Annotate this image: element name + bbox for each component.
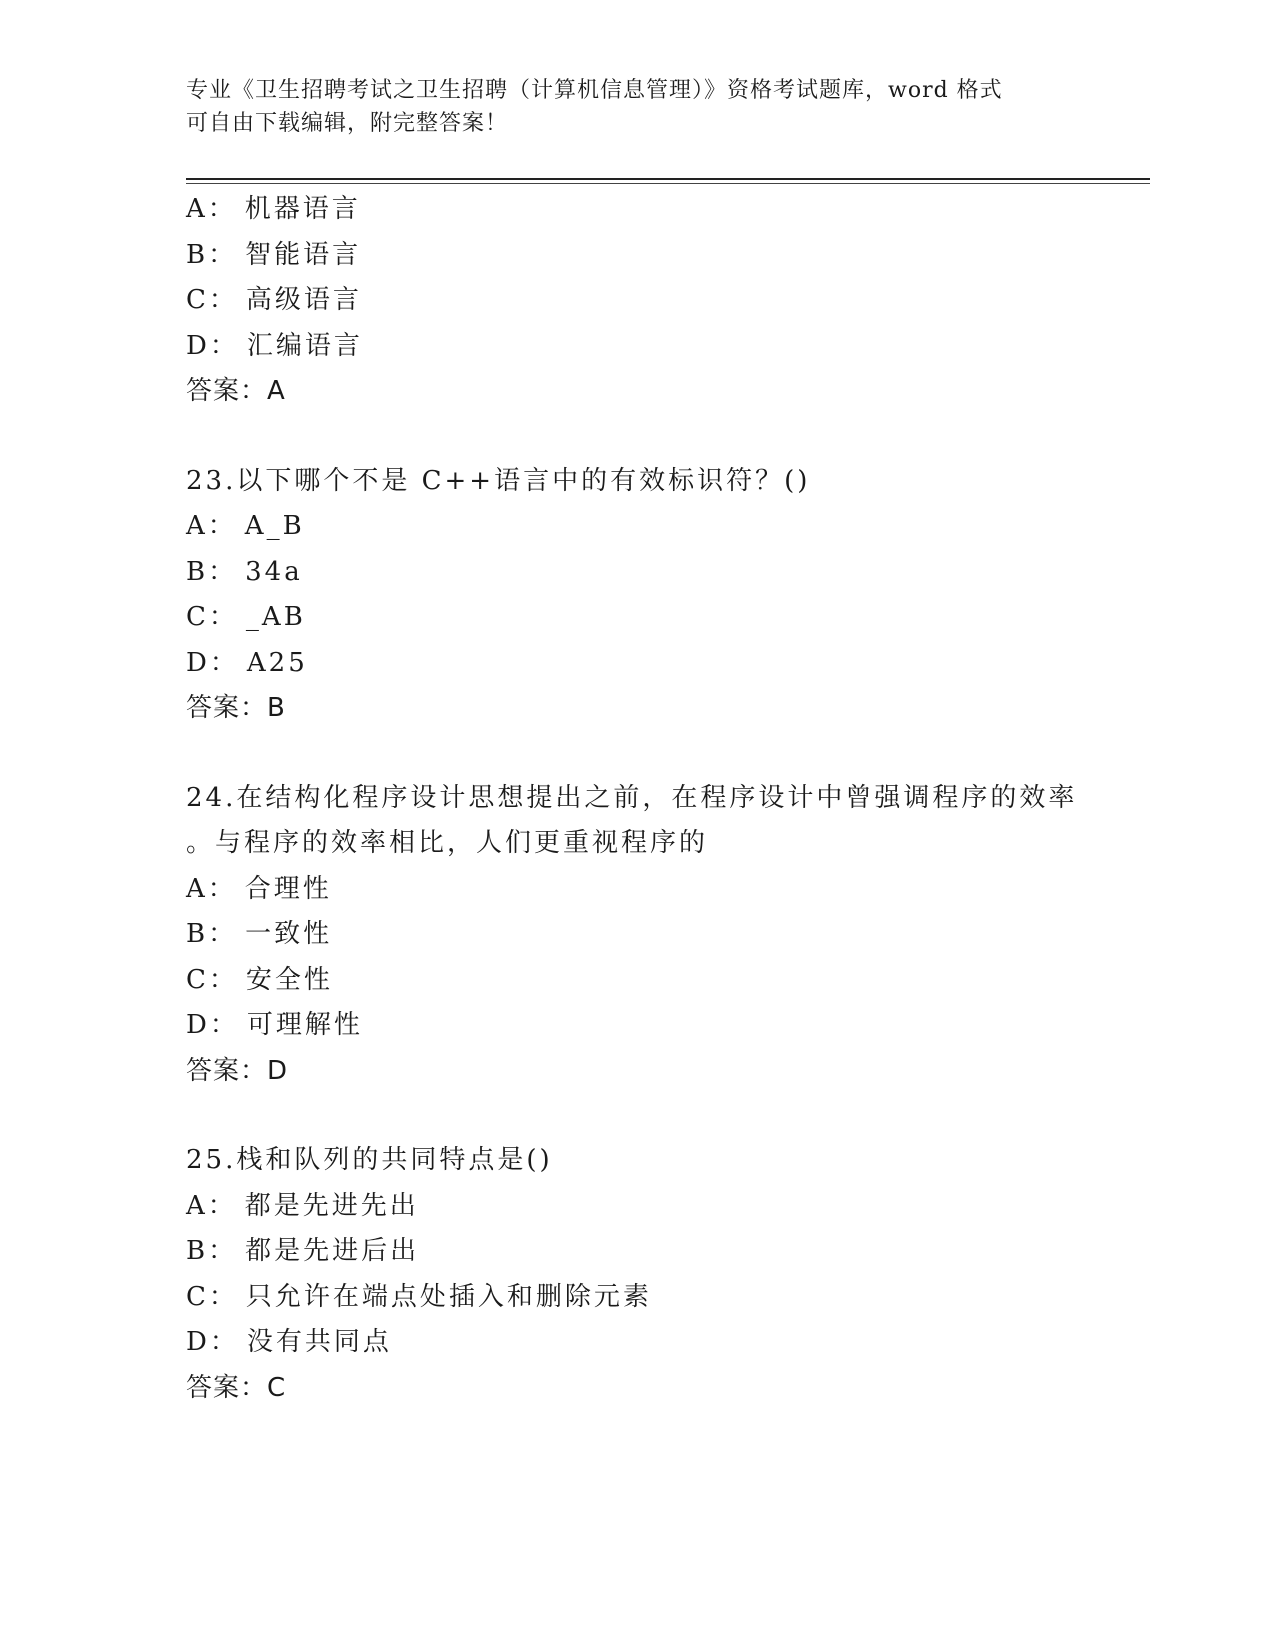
answer-label: 答案： [186, 1055, 268, 1086]
question-text: 。与程序的效率相比，人们更重视程序的 [186, 828, 709, 858]
option-text: 只允许在端点处插入和删除元素 [245, 1281, 652, 1312]
answer-line [186, 369, 1146, 415]
answer-label: 答案： [186, 1372, 268, 1403]
option-item [186, 1275, 1146, 1321]
answer-label: 答案： [186, 693, 268, 723]
option-letter: B [186, 556, 209, 587]
option-letter: C [186, 285, 209, 315]
question-text: 24.在结构化程序设计思想提出之前，在程序设计中曾强调程序的效率 [186, 782, 1078, 813]
option-letter: A [186, 511, 208, 541]
option-item [186, 595, 1146, 641]
option-separator: ： [208, 602, 238, 632]
option-separator: ： [207, 1190, 237, 1221]
option-letter: D [186, 330, 210, 361]
option-separator: ： [208, 556, 238, 587]
option-separator: ： [207, 194, 237, 224]
option-letter: C [186, 1281, 209, 1312]
option-item [186, 1003, 1146, 1049]
option-item [186, 1184, 1146, 1230]
option-text: 安全性 [245, 964, 333, 995]
option-letter: C [186, 602, 209, 632]
block-spacer [186, 1094, 1146, 1138]
answer-value: D [267, 1055, 289, 1086]
option-item [186, 958, 1146, 1004]
option-separator: ： [209, 1327, 239, 1357]
option-letter: D [186, 1327, 210, 1357]
option-item [186, 641, 1146, 687]
option-text: A_B [244, 511, 305, 541]
header-title-line-2: 可自由下载编辑，附完整答案！ [186, 111, 509, 136]
option-item [186, 504, 1146, 550]
option-item [186, 1320, 1146, 1366]
option-text: 智能语言 [245, 239, 362, 270]
option-item [186, 233, 1146, 279]
option-separator: ： [209, 1010, 239, 1040]
option-text: _AB [245, 602, 306, 632]
option-separator: ： [208, 285, 238, 315]
option-text: 高级语言 [245, 285, 362, 315]
option-text: 可理解性 [246, 1010, 363, 1040]
option-separator: ： [209, 330, 239, 361]
answer-value: B [267, 693, 286, 723]
question-list [186, 187, 1146, 1411]
option-item [186, 550, 1146, 596]
option-item [186, 324, 1146, 370]
option-separator: ： [208, 239, 238, 270]
question-block [186, 776, 1146, 1139]
option-item [186, 1229, 1146, 1275]
question-block [186, 459, 1146, 776]
option-letter: B [186, 919, 209, 949]
question-block [186, 1138, 1146, 1411]
option-text: 34a [245, 556, 303, 587]
answer-value: C [267, 1372, 287, 1403]
option-letter: B [186, 1236, 209, 1266]
option-letter: D [186, 647, 210, 678]
option-separator: ： [209, 647, 239, 678]
answer-value: A [267, 376, 286, 406]
option-text: 都是先进先出 [244, 1190, 419, 1221]
option-item [186, 278, 1146, 324]
option-letter: A [186, 194, 208, 224]
header-divider-thin [186, 183, 1150, 184]
option-separator: ： [208, 1236, 238, 1266]
option-separator: ： [208, 919, 238, 949]
option-separator: ： [208, 964, 238, 995]
option-letter: A [186, 873, 208, 904]
option-letter: C [186, 964, 209, 995]
option-separator: ： [208, 1281, 238, 1312]
answer-line [186, 1049, 1146, 1095]
option-text: 一致性 [245, 919, 333, 949]
document-header [186, 74, 1066, 140]
question-block [186, 187, 1146, 459]
question-text: 25.栈和队列的共同特点是() [186, 1145, 553, 1175]
block-spacer [186, 732, 1146, 776]
option-item [186, 187, 1146, 233]
question-text: 23.以下哪个不是 C++语言中的有效标识符？() [186, 465, 811, 496]
block-spacer [186, 415, 1146, 459]
option-text: 没有共同点 [246, 1327, 392, 1357]
option-item [186, 912, 1146, 958]
header-title-line-1: 专业《卫生招聘考试之卫生招聘（计算机信息管理）》资格考试题库，word 格式 [186, 78, 1003, 103]
header-divider-thick [186, 178, 1150, 180]
option-text: 都是先进后出 [245, 1236, 420, 1266]
option-separator: ： [207, 873, 237, 904]
option-text: 机器语言 [244, 194, 361, 224]
option-letter: D [186, 1010, 210, 1040]
option-letter: B [186, 239, 209, 270]
option-text: 汇编语言 [246, 330, 363, 361]
option-letter: A [186, 1190, 208, 1221]
answer-line [186, 1366, 1146, 1412]
option-text: A25 [246, 647, 308, 678]
option-text: 合理性 [244, 873, 332, 904]
option-separator: ： [207, 511, 237, 541]
answer-line [186, 686, 1146, 732]
answer-label: 答案： [186, 376, 268, 406]
option-item [186, 867, 1146, 913]
